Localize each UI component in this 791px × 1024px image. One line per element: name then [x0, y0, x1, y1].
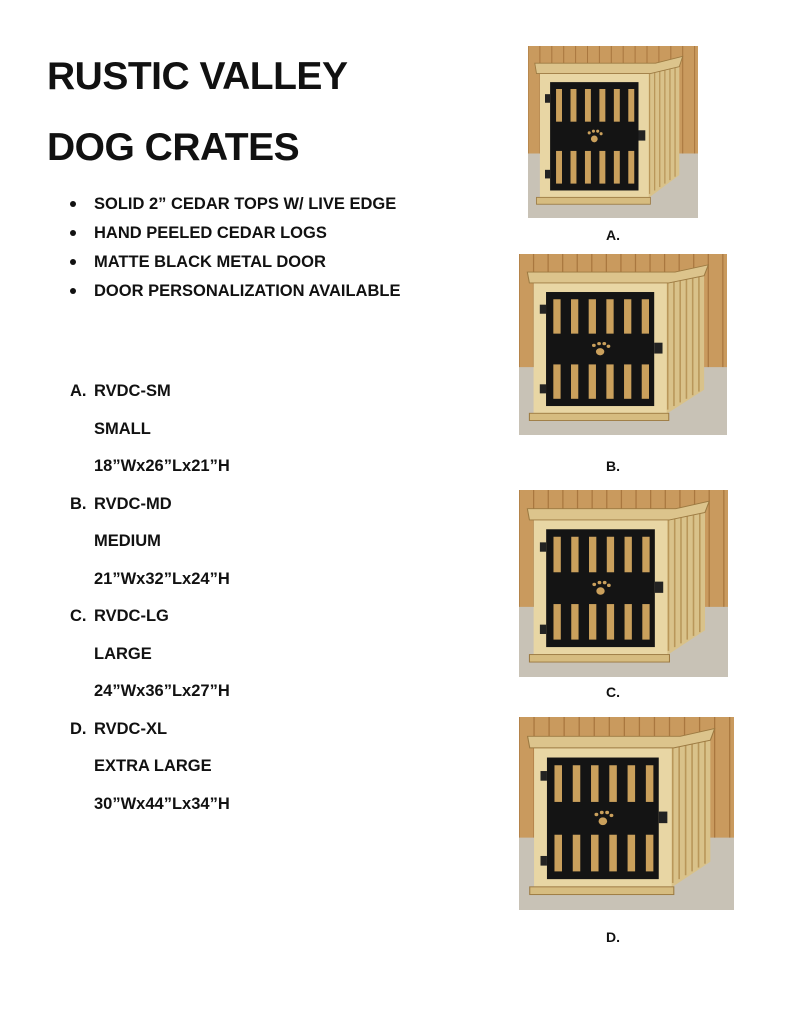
crate-photo-b: [519, 254, 727, 435]
feature-item: MATTE BLACK METAL DOOR: [70, 252, 400, 281]
door-hinge: [545, 170, 550, 179]
feature-item: DOOR PERSONALIZATION AVAILABLE: [70, 281, 400, 310]
crate-photo-d: [519, 717, 734, 910]
door-latch: [659, 812, 668, 824]
feature-list: [70, 194, 400, 310]
photo-caption-c: C.: [606, 684, 620, 700]
page-title-line1: RUSTIC VALLEY: [47, 55, 348, 98]
model-dimensions: 21”Wx32”Lx24”H: [94, 569, 230, 588]
model-letter: C.: [70, 607, 87, 625]
feature-item: HAND PEELED CEDAR LOGS: [70, 223, 400, 252]
door-hinge: [540, 384, 546, 393]
photo-caption-d: D.: [606, 929, 620, 945]
base-log: [529, 655, 669, 662]
door-hinge: [540, 542, 546, 551]
model-letter: A.: [70, 382, 87, 400]
door-hinge: [545, 94, 550, 103]
photo-caption-b: B.: [606, 458, 620, 474]
model-size: EXTRA LARGE: [94, 757, 212, 775]
model-dimensions: 24”Wx36”Lx27”H: [94, 682, 230, 700]
paw-print-icon: [596, 348, 604, 355]
base-log: [530, 887, 674, 895]
door-hinge: [540, 305, 546, 314]
door-hinge: [541, 856, 547, 866]
crate-photo-a: [528, 46, 698, 218]
door-hinge: [540, 625, 546, 634]
model-code: RVDC-XL: [94, 719, 168, 738]
door-hinge: [541, 771, 547, 781]
model-letter: D.: [70, 719, 87, 738]
model-dimensions: 30”Wx44”Lx34”H: [94, 794, 230, 813]
paw-print-icon: [599, 817, 608, 825]
model-code: RVDC-MD: [94, 494, 172, 513]
model-c: [70, 606, 230, 719]
model-list: [70, 381, 230, 831]
feature-item: SOLID 2” CEDAR TOPS W/ LIVE EDGE: [70, 194, 400, 223]
model-b: [70, 494, 230, 607]
model-size: MEDIUM: [94, 532, 161, 550]
paw-print-icon: [596, 587, 604, 594]
model-d: [70, 719, 230, 832]
base-log: [529, 413, 668, 420]
door-latch: [654, 343, 662, 354]
model-dimensions: 18”Wx26”Lx21”H: [94, 457, 230, 475]
model-code: RVDC-LG: [94, 607, 169, 625]
model-size: SMALL: [94, 419, 151, 438]
crate-photo-c: [519, 490, 728, 677]
model-letter: B.: [70, 494, 87, 513]
door-latch: [639, 130, 646, 140]
page-title-line2: DOG CRATES: [47, 126, 300, 169]
model-a: [70, 381, 230, 494]
model-code: RVDC-SM: [94, 382, 171, 400]
model-size: LARGE: [94, 644, 152, 663]
paw-print-icon: [591, 135, 598, 142]
base-log: [537, 197, 651, 204]
photo-caption-a: A.: [606, 227, 620, 243]
door-latch: [655, 582, 663, 593]
